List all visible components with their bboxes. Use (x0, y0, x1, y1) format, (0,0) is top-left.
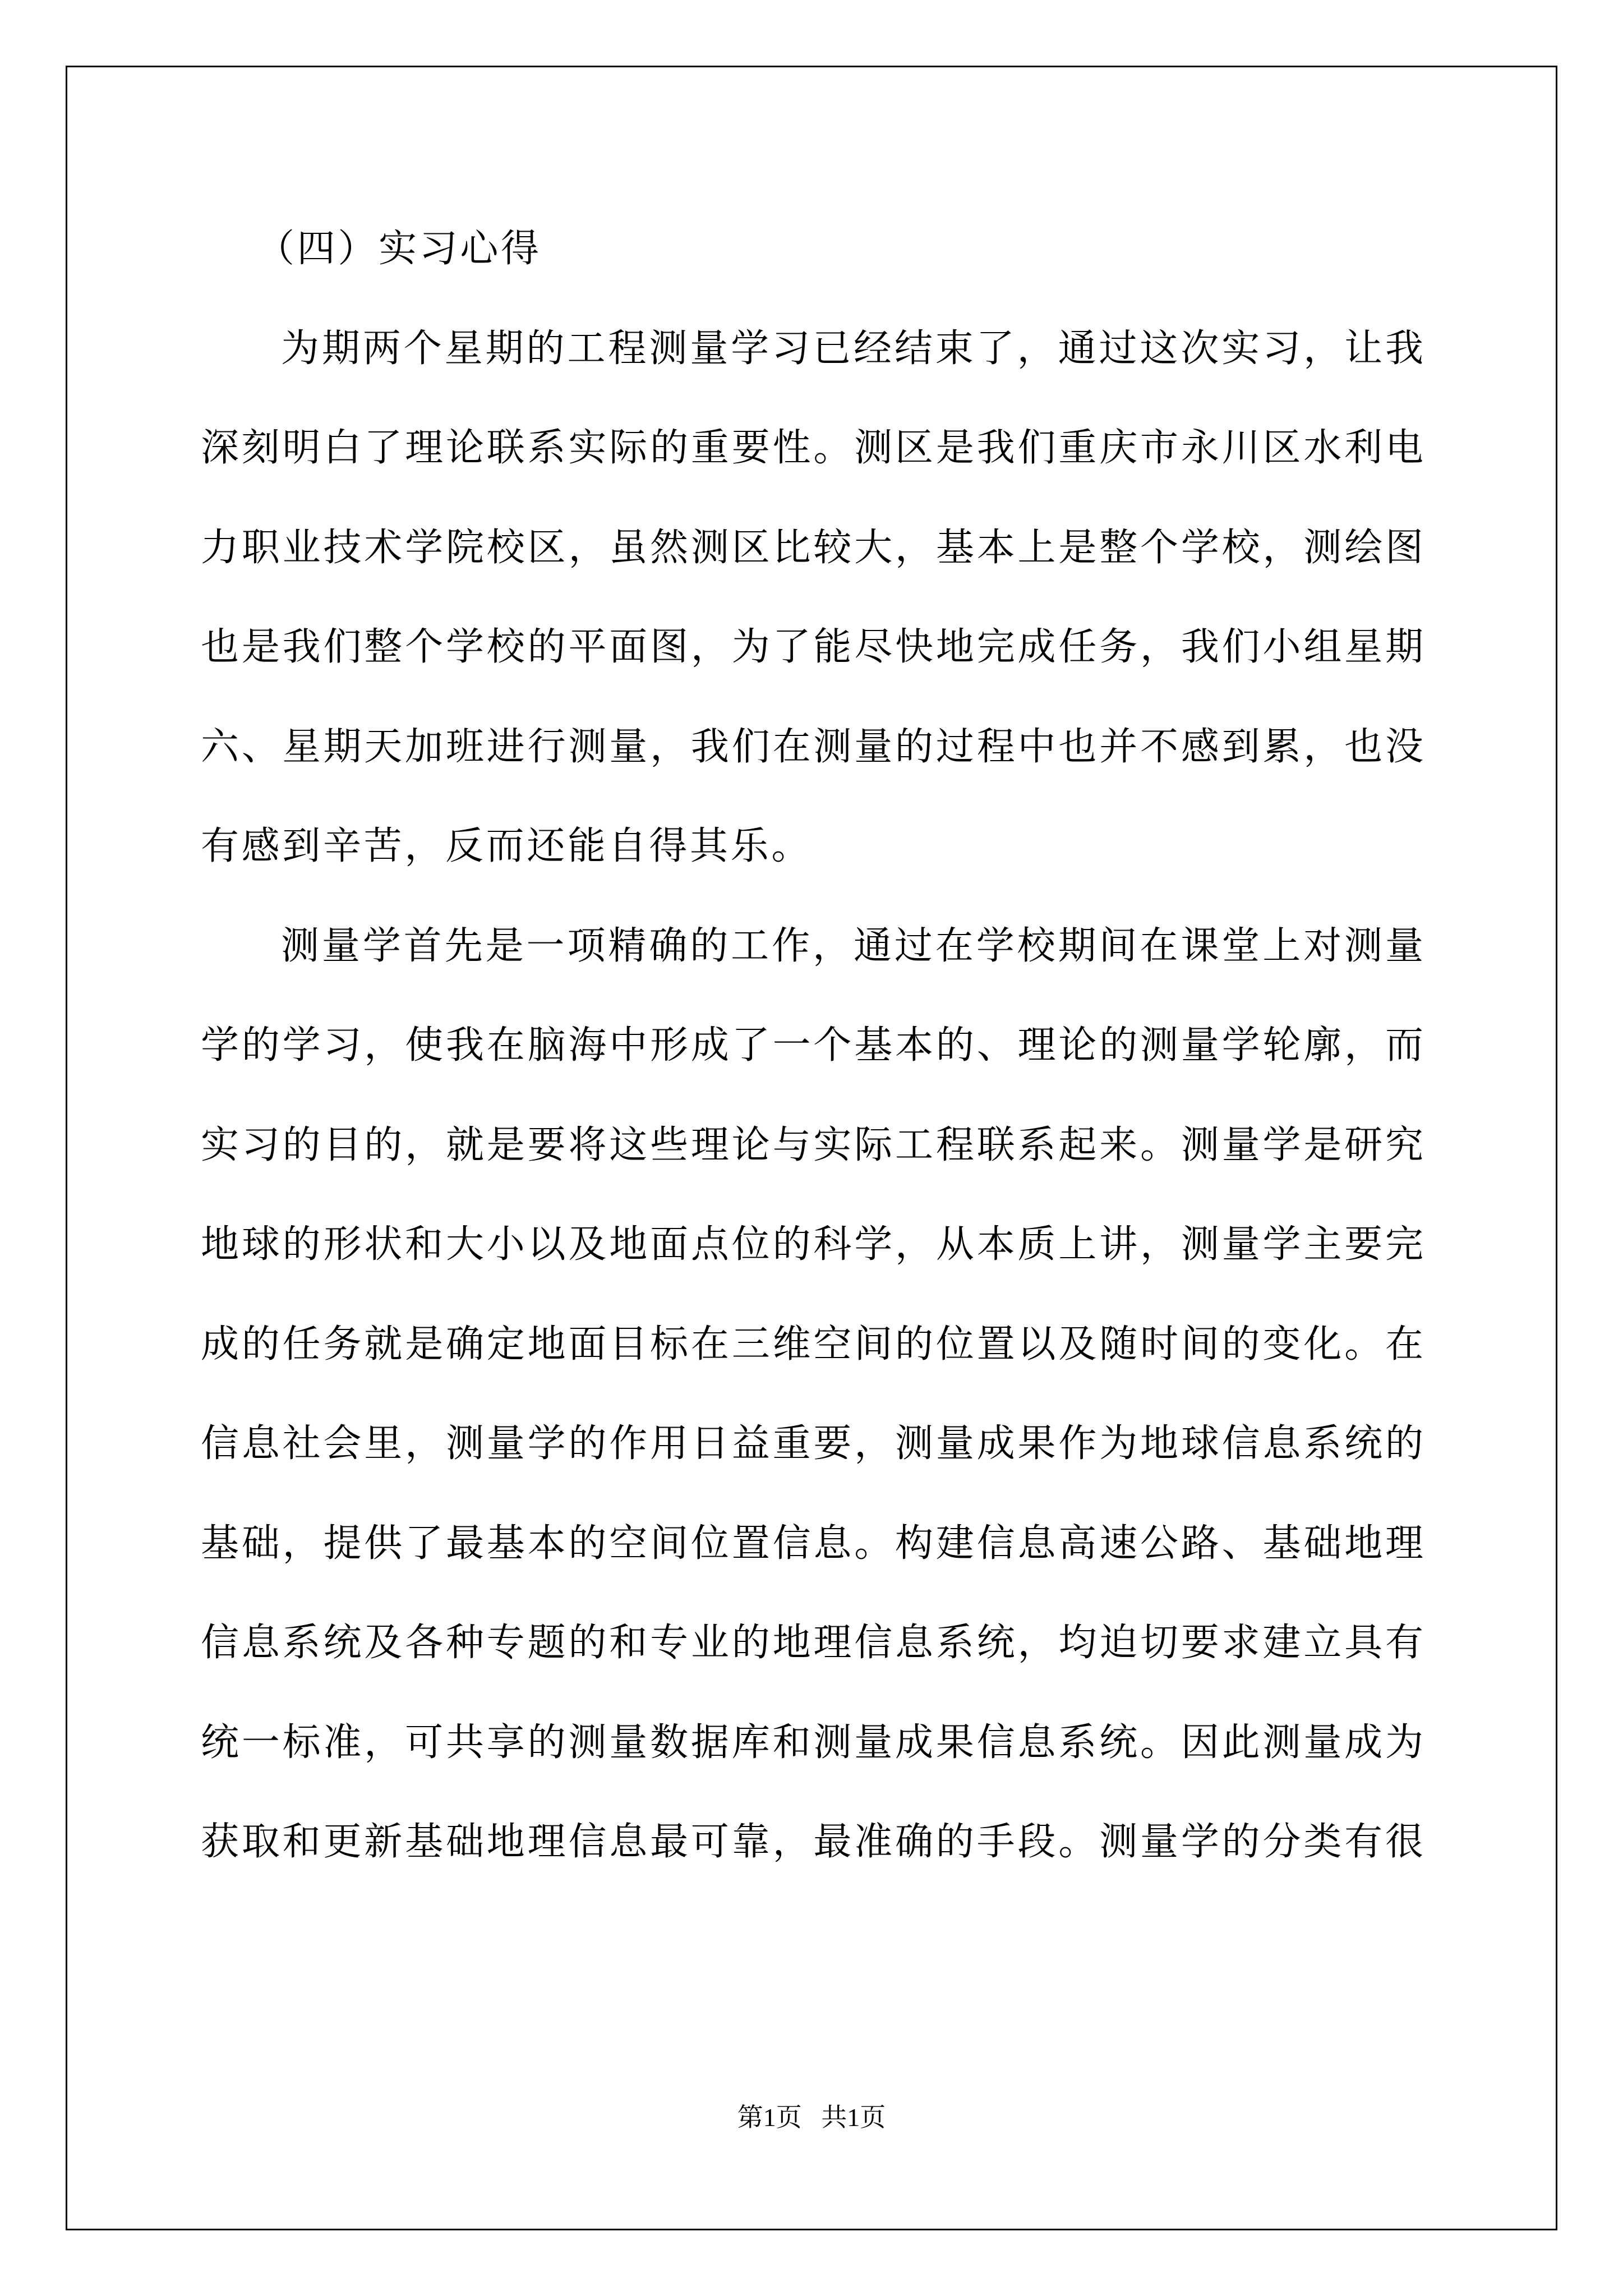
paragraph-line: 信息社会里，测量学的作用日益重要，测量成果作为地球信息系统的 (201, 1421, 1426, 1466)
paragraph-line: 为期两个星期的工程测量学习已经结束了，通过这次实习，让我 (281, 326, 1426, 371)
paragraph-line: 也是我们整个学校的平面图，为了能尽快地完成任务，我们小组星期 (201, 625, 1426, 669)
paragraph-line: 统一标准，可共享的测量数据库和测量成果信息系统。因此测量成为 (201, 1720, 1426, 1765)
paragraph-line: 实习的目的，就是要将这些理论与实际工程联系起来。测量学是研究 (201, 1122, 1426, 1167)
paragraph-line: 获取和更新基础地理信息最可靠，最准确的手段。测量学的分类有很 (201, 1820, 1426, 1864)
section-heading: （四）实习心得 (256, 227, 542, 271)
paragraph-line: 深刻明白了理论联系实际的重要性。测区是我们重庆市永川区水利电 (201, 426, 1426, 470)
paragraph-line: 信息系统及各种专题的和专业的地理信息系统，均迫切要求建立具有 (201, 1621, 1426, 1665)
paragraph-line: 基础，提供了最基本的空间位置信息。构建信息高速公路、基础地理 (201, 1521, 1426, 1566)
paragraph-line: 成的任务就是确定地面目标在三维空间的位置以及随时间的变化。在 (201, 1322, 1426, 1366)
paragraph-line: 地球的形状和大小以及地面点位的科学，从本质上讲，测量学主要完 (201, 1222, 1426, 1267)
paragraph-line: 力职业技术学院校区，虽然测区比较大，基本上是整个学校，测绘图 (201, 525, 1426, 570)
paragraph-line: 六、星期天加班进行测量，我们在测量的过程中也并不感到累，也没 (201, 724, 1426, 769)
page-footer: 第1页 共1页 (737, 2103, 886, 2132)
paragraph-line: 测量学首先是一项精确的工作，通过在学校期间在课堂上对测量 (281, 923, 1426, 968)
paragraph-line: 有感到辛苦，反而还能自得其乐。 (201, 824, 812, 868)
paragraph-line: 学的学习，使我在脑海中形成了一个基本的、理论的测量学轮廓，而 (201, 1023, 1426, 1068)
